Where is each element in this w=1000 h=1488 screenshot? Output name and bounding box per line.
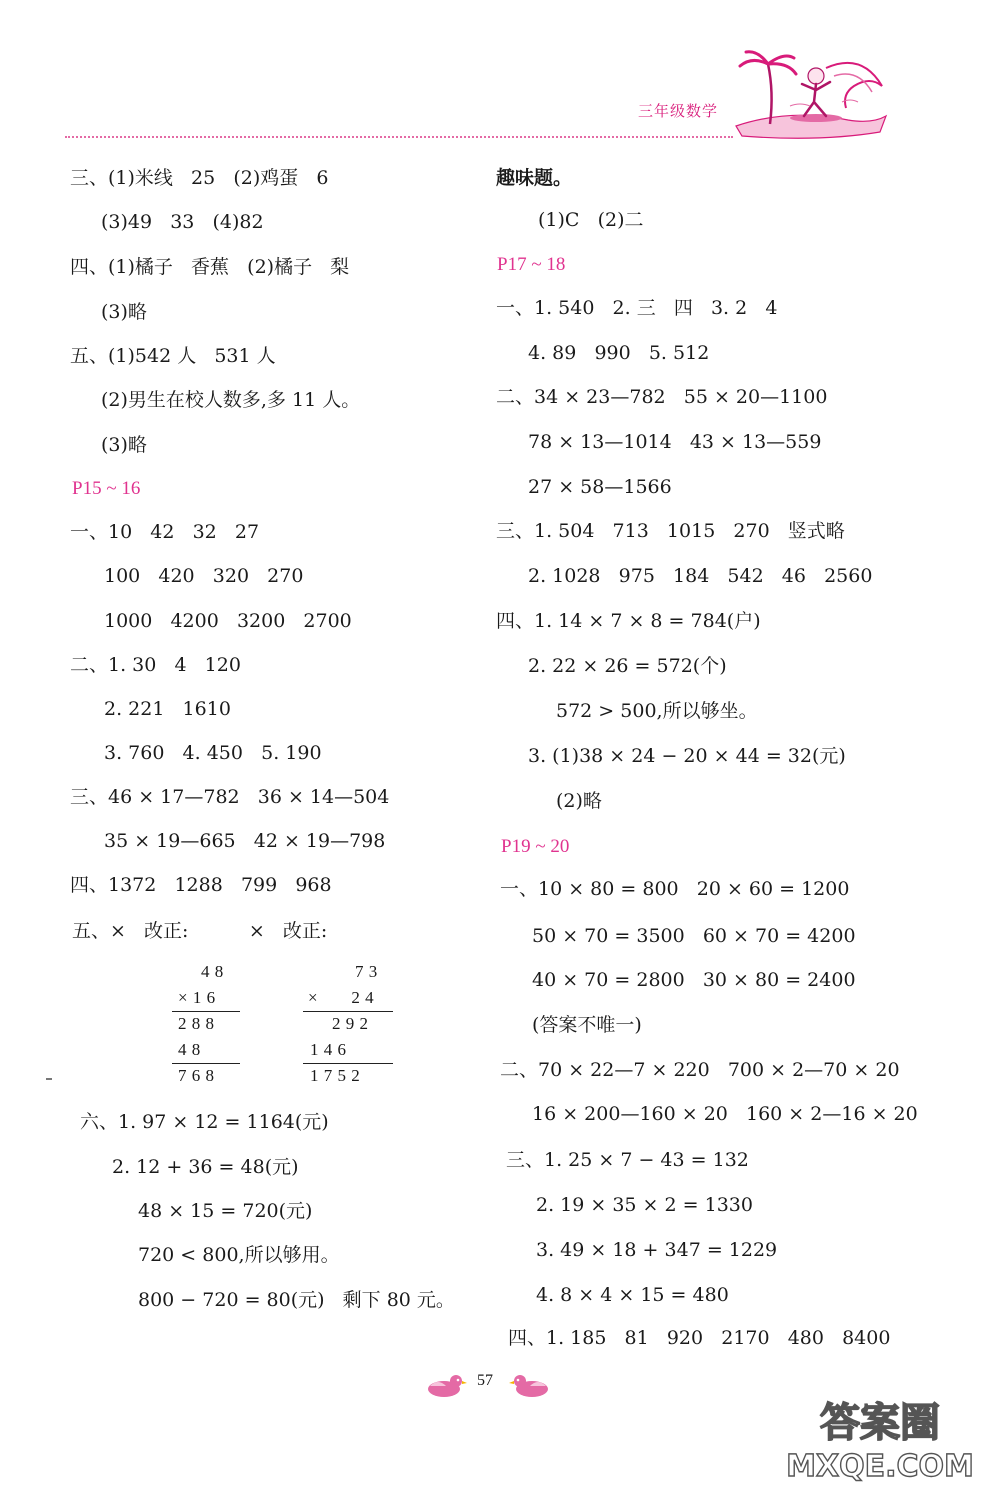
vertical-calc-digit: 4 8	[178, 1040, 201, 1059]
answer-line: 4. 89 990 5. 512	[528, 342, 710, 364]
answer-line: 三、1. 25 × 7 − 43 = 132	[506, 1149, 749, 1171]
bird-right-icon	[508, 1372, 552, 1400]
answer-line: 2. 221 1610	[104, 698, 231, 720]
answer-line: 四、1. 14 × 7 × 8 = 784(户)	[496, 610, 761, 632]
answer-line: (2)略	[556, 790, 602, 812]
answer-line: 1000 4200 3200 2700	[104, 610, 352, 632]
answer-line: 100 420 320 270	[104, 565, 304, 587]
vertical-calc-rule	[303, 1063, 393, 1064]
section-heading: P19 ~ 20	[501, 836, 570, 857]
answer-line: 48 × 15 = 720(元)	[138, 1200, 313, 1222]
answer-line: 35 × 19—665 42 × 19—798	[104, 830, 386, 852]
vertical-calc-digit: × 1 6	[178, 988, 216, 1007]
answer-line: 27 × 58—1566	[528, 476, 672, 498]
section-heading: P15 ~ 16	[72, 478, 141, 499]
vertical-calc-digit: 7 6 8	[178, 1066, 215, 1085]
vertical-calc-digit: 1 4 6	[310, 1040, 347, 1059]
answer-line: 二、34 × 23—782 55 × 20—1100	[496, 386, 828, 408]
answer-line: (2)男生在校人数多,多 11 人。	[101, 389, 361, 411]
answer-line: 3. 49 × 18 + 347 = 1229	[536, 1239, 778, 1261]
answer-line: (3)49 33 (4)82	[101, 211, 264, 233]
bird-left-icon	[424, 1372, 468, 1400]
answer-line: 一、10 42 32 27	[70, 521, 260, 543]
answer-line: 2. 12 + 36 = 48(元)	[112, 1156, 299, 1178]
answer-line: 2. 19 × 35 × 2 = 1330	[536, 1194, 753, 1216]
answer-line: 3. 760 4. 450 5. 190	[104, 742, 322, 764]
header-subject: 三年级数学	[638, 102, 719, 120]
answer-line: (3)略	[101, 301, 147, 323]
answer-line: 2. 22 × 26 = 572(个)	[528, 655, 727, 677]
watermark-logo	[760, 1392, 1000, 1484]
watermark-bottom-text: MXQE.COM	[786, 1449, 974, 1484]
vertical-calc-digit: 4 8	[201, 962, 224, 981]
vertical-calc-rule	[303, 1011, 393, 1012]
answer-line: 78 × 13—1014 43 × 13—559	[528, 431, 822, 453]
answer-line: 40 × 70 = 2800 30 × 80 = 2400	[532, 969, 856, 991]
vertical-calc-digit: 2 8 8	[178, 1014, 215, 1033]
answer-line: 三、46 × 17—782 36 × 14—504	[70, 786, 390, 808]
answer-line: (3)略	[101, 434, 147, 456]
answer-line: 四、1. 185 81 920 2170 480 8400	[508, 1327, 891, 1349]
vertical-calc-rule	[172, 1011, 240, 1012]
answer-line: 三、(1)米线 25 (2)鸡蛋 6	[70, 167, 329, 189]
section-heading: 趣味题。	[496, 167, 573, 189]
answer-line: 一、10 × 80 = 800 20 × 60 = 1200	[500, 878, 850, 900]
answer-line: 3. (1)38 × 24 − 20 × 44 = 32(元)	[528, 745, 846, 767]
answer-line: 4. 8 × 4 × 15 = 480	[536, 1284, 729, 1306]
section-heading: P17 ~ 18	[497, 254, 566, 275]
surfer-illustration	[730, 46, 890, 142]
vertical-calc-digit: 7 3	[355, 962, 378, 981]
answer-line: 800 − 720 = 80(元) 剩下 80 元。	[138, 1289, 455, 1311]
answer-line: 720 < 800,所以够用。	[138, 1244, 340, 1266]
stray-mark	[46, 1078, 52, 1080]
answer-line: 一、1. 540 2. 三 四 3. 2 4	[496, 297, 778, 319]
answer-line: 50 × 70 = 3500 60 × 70 = 4200	[532, 925, 856, 947]
vertical-calc-digit: × 2 4	[308, 988, 375, 1007]
answer-line: 五、(1)542 人 531 人	[70, 345, 276, 367]
answer-line: (答案不唯一)	[532, 1014, 642, 1036]
answer-line: 2. 1028 975 184 542 46 2560	[528, 565, 873, 587]
answer-line: 二、1. 30 4 120	[70, 654, 241, 676]
watermark-top-text: 答案圈	[820, 1400, 940, 1446]
answer-line: 四、1372 1288 799 968	[70, 874, 332, 896]
header-dotted-divider	[65, 136, 733, 138]
vertical-calc-digit: 1 7 5 2	[310, 1066, 361, 1085]
answer-line: 16 × 200—160 × 20 160 × 2—16 × 20	[532, 1103, 918, 1125]
answer-line: 六、1. 97 × 12 = 1164(元)	[80, 1111, 329, 1133]
vertical-calc-rule	[172, 1063, 240, 1064]
answer-line: (1)C (2)二	[538, 209, 644, 231]
answer-line: 四、(1)橘子 香蕉 (2)橘子 梨	[70, 256, 350, 278]
answer-line: 572 > 500,所以够坐。	[556, 700, 758, 722]
page-number: 57	[477, 1372, 493, 1389]
answer-line: 三、1. 504 713 1015 270 竖式略	[496, 520, 845, 542]
answer-line: 二、70 × 22—7 × 220 700 × 2—70 × 20	[500, 1059, 900, 1081]
answer-line: 五、× 改正: × 改正:	[72, 920, 328, 942]
vertical-calc-digit: 2 9 2	[332, 1014, 369, 1033]
